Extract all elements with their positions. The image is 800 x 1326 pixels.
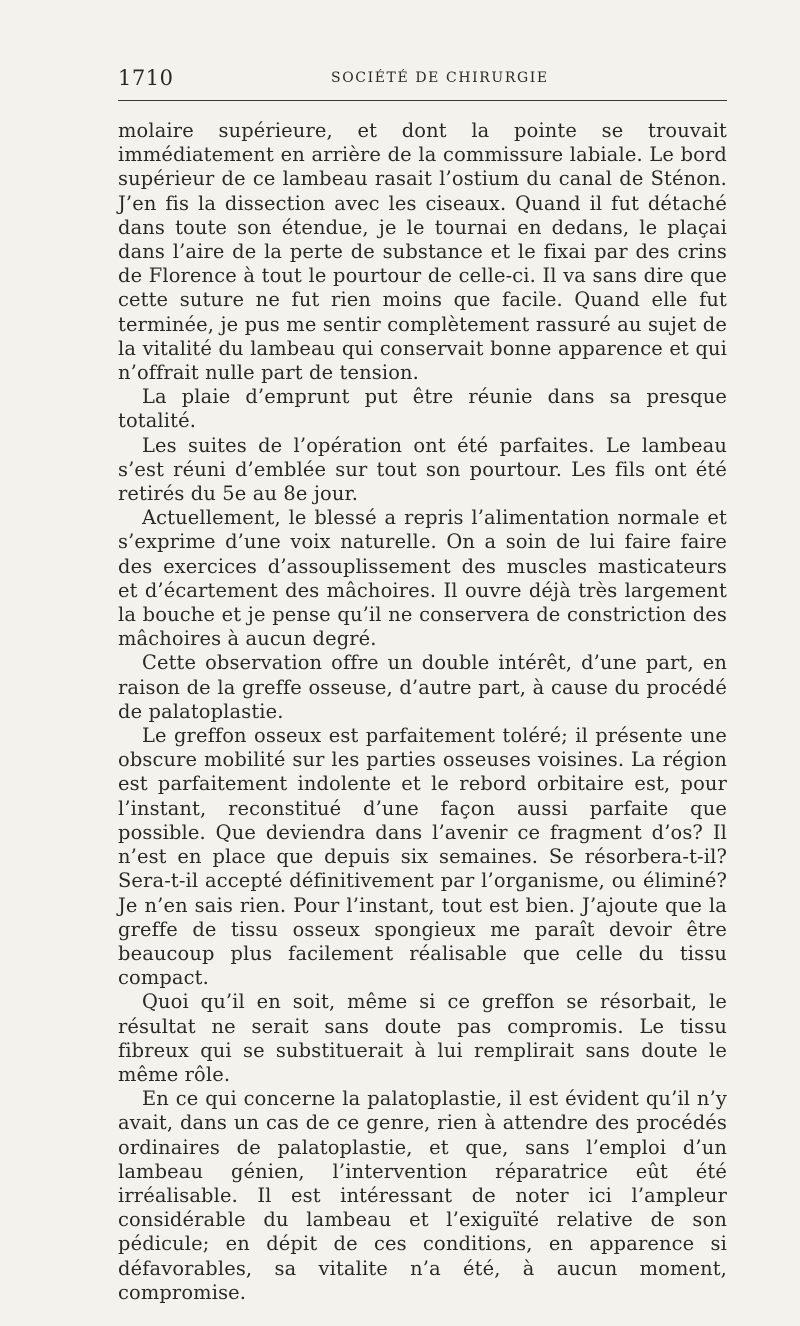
paragraph: Cette observation offre un double intérêt, d’une part, en raison de la greffe osseuse, d’autre part, à cause du procédé de palatoplastie. bbox=[118, 651, 727, 723]
paragraph: Les suites de l’opération ont été parfaites. Le lambeau s’est réuni d’emblée sur tout son pourtour. Les fils ont été retirés du 5e au 8e jour. bbox=[118, 433, 727, 506]
paragraph: En ce qui concerne la palatoplastie, il est évident qu’il n’y avait, dans un cas de ce genre, rien à attendre des procédés ordinaires de palatoplastie, et que, sans l’emploi d’un lambeau génien, l’intervention réparatrice eût été irréalisable. Il est intéressant de noter ici l’ampleur considérable du lambeau et l’exiguïté relative de son pédicule; en dépit de ces conditions, en apparence si défavorables, sa vitalite n’a été, à aucun moment, compromise. bbox=[118, 1087, 727, 1304]
paragraph: molaire supérieure, et dont la pointe se trouvait immédiatement en arrière de la commissure labiale. Le bord supérieur de ce lambeau rasait l’ostium du canal de Sténon. J’en fis la dissection avec les ciseaux. Quand il fut détaché dans toute son étendue, je le tournai en dedans, le plaçai dans l’aire de la perte de substance et le fixai par des crins de Florence à tout le pourtour de celle-ci. Il va sans dire que cette suture ne fut rien moins que facile. Quand elle fut terminée, je pus me sentir complètement rassuré au sujet de la vitalité du lambeau qui conservait bonne apparence et qui n’offrait nulle part de tension. bbox=[118, 119, 727, 385]
paragraph: La plaie d’emprunt put être réunie dans sa presque totalité. bbox=[118, 385, 727, 433]
body-text bbox=[118, 119, 727, 1305]
paragraph: Quoi qu’il en soit, même si ce greffon se résorbait, le résultat ne serait sans doute pas compromis. Le tissu fibreux qui se substituerait à lui remplirait sans doute le même rôle. bbox=[118, 990, 727, 1086]
running-title: SOCIÉTÉ DE CHIRURGIE bbox=[331, 70, 549, 86]
paragraph: Le greffon osseux est parfaitement toléré; il présente une obscure mobilité sur les parties osseuses voisines. La région est parfaitement indolente et le rebord orbitaire est, pour l’instant, reconstitué d’une façon aussi parfaite que possible. Que deviendra dans l’avenir ce fragment d’os? Il n’est en place que depuis six semaines. Se résorbera-t-il? Sera-t-il accepté définitivement par l’organisme, ou éliminé? Je n’en sais rien. Pour l’instant, tout est bien. J’ajoute que la greffe de tissu osseux spongieux me paraît devoir être beaucoup plus facilement réalisable que celle du tissu compact. bbox=[118, 724, 727, 990]
page-number: 1710 bbox=[118, 66, 174, 90]
page-header bbox=[118, 66, 727, 90]
header-rule bbox=[118, 100, 727, 101]
paragraph: Actuellement, le blessé a repris l’alimentation normale et s’exprime d’une voix naturelle. On a soin de lui faire faire des exercices d’assouplissement des muscles masticateurs et d’écartement des mâchoires. Il ouvre déjà très largement la bouche et je pense qu’il ne conservera de constriction des mâchoires à aucun degré. bbox=[118, 506, 727, 651]
